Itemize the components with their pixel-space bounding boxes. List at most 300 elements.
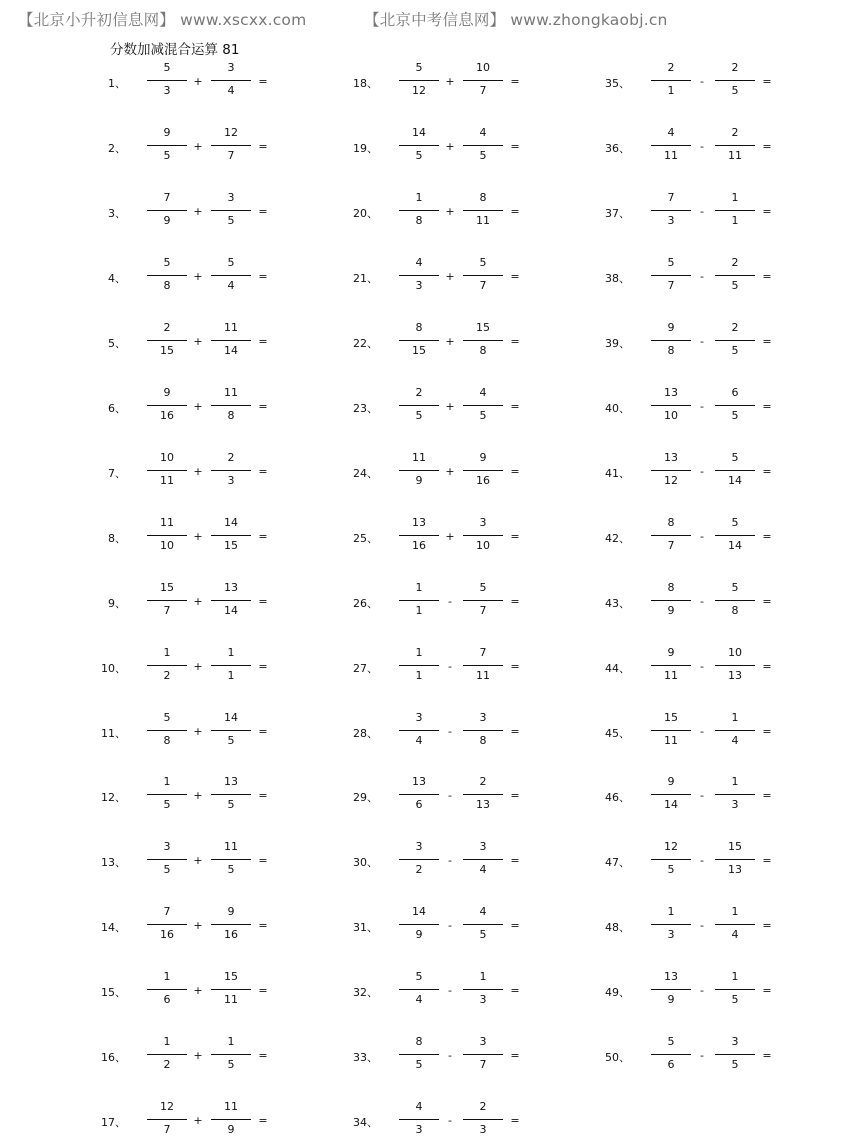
fraction-first [147,1032,187,1080]
problem-number: 29、 [353,791,378,805]
fraction-first [399,318,439,366]
numerator: 10 [728,645,742,659]
fraction-bar [651,1054,691,1055]
numerator: 13 [224,580,238,594]
fraction-bar [211,924,251,925]
problem-item [348,123,548,173]
numerator: 13 [664,450,678,464]
denominator: 11 [224,993,238,1007]
numerator: 13 [664,385,678,399]
denominator: 3 [415,1123,423,1137]
numerator: 8 [667,515,675,529]
fraction-second [715,448,755,496]
equals-sign: = [510,204,520,218]
operator: + [445,529,455,543]
numerator: 15 [728,840,742,854]
operator: - [700,334,704,348]
problem-item [96,967,296,1017]
fraction-first [651,448,691,496]
equals-sign: = [258,919,268,933]
problem-item [600,578,800,628]
equals-sign: = [762,789,772,803]
problem-number: 42、 [605,531,630,545]
denominator: 10 [160,538,174,552]
problem-number: 21、 [353,271,378,285]
numerator: 5 [415,970,423,984]
fraction-bar [715,145,755,146]
denominator: 9 [667,993,675,1007]
denominator: 2 [163,668,171,682]
denominator: 5 [227,733,235,747]
operator: + [193,399,203,413]
numerator: 10 [160,450,174,464]
fraction-bar [211,859,251,860]
problem-item [600,708,800,758]
denominator: 4 [415,733,423,747]
equals-sign: = [510,139,520,153]
denominator: 7 [479,1058,487,1072]
problem-number: 15、 [101,986,126,1000]
denominator: 7 [163,1123,171,1137]
problem-number: 43、 [605,596,630,610]
fraction-bar [463,1119,503,1120]
denominator: 7 [667,538,675,552]
numerator: 9 [667,775,675,789]
denominator: 10 [664,408,678,422]
problem-number: 41、 [605,466,630,480]
fraction-second [463,123,503,171]
denominator: 1 [667,84,675,97]
operator: - [700,724,704,738]
problem-number: 44、 [605,661,630,675]
operator: - [700,464,704,478]
fraction-bar [211,275,251,276]
problem-item [600,318,800,368]
equals-sign: = [762,139,772,153]
fraction-bar [147,470,187,471]
operator: + [445,464,455,478]
numerator: 12 [160,1100,174,1114]
denominator: 1 [227,668,235,682]
numerator: 8 [667,580,675,594]
equals-sign: = [510,919,520,933]
operator: + [445,399,455,413]
problem-item [96,123,296,173]
fraction-second [715,837,755,885]
equals-sign: = [258,399,268,413]
denominator: 15 [224,538,238,552]
denominator: 9 [667,603,675,617]
fraction-second [211,58,251,106]
fraction-second [715,188,755,236]
operator: - [448,854,452,868]
fraction-bar [463,470,503,471]
denominator: 3 [479,1123,487,1137]
numerator: 3 [415,840,423,854]
fraction-bar [715,794,755,795]
denominator: 5 [227,863,235,877]
problem-number: 8、 [108,531,126,545]
fraction-bar [211,145,251,146]
problem-item [96,383,296,433]
numerator: 5 [667,255,675,269]
equals-sign: = [762,594,772,608]
equals-sign: = [510,334,520,348]
equals-sign: = [510,1114,520,1128]
numerator: 1 [163,645,171,659]
operator: - [700,594,704,608]
problem-number: 32、 [353,986,378,1000]
operator: - [448,1049,452,1063]
equals-sign: = [762,1049,772,1063]
fraction-first [651,837,691,885]
fraction-first [147,513,187,561]
fraction-bar [399,924,439,925]
fraction-second [463,1097,503,1145]
fraction-first [147,188,187,236]
problem-item [348,188,548,238]
equals-sign: = [510,659,520,673]
operator: + [193,659,203,673]
operator: + [193,269,203,283]
header-site-left: 【北京小升初信息网】 www.xscxx.com [18,11,307,29]
problem-item [348,902,548,952]
fraction-first [147,1097,187,1145]
numerator: 15 [664,710,678,724]
fraction-bar [715,665,755,666]
problem-number: 17、 [101,1116,126,1130]
fraction-bar [147,665,187,666]
numerator: 2 [479,775,487,789]
denominator: 11 [160,473,174,487]
fraction-first [147,123,187,171]
denominator: 11 [664,668,678,682]
fraction-bar [147,275,187,276]
fraction-bar [147,145,187,146]
fraction-bar [147,535,187,536]
equals-sign: = [510,789,520,803]
fraction-second [211,643,251,691]
fraction-first [651,318,691,366]
problem-item [600,383,800,433]
problem-number: 5、 [108,336,126,350]
fraction-bar [147,1119,187,1120]
operator: + [445,334,455,348]
denominator: 3 [667,928,675,942]
fraction-bar [399,859,439,860]
fraction-bar [211,794,251,795]
problem-item [600,123,800,173]
fraction-bar [715,275,755,276]
equals-sign: = [510,854,520,868]
denominator: 1 [415,603,423,617]
equals-sign: = [762,854,772,868]
denominator: 13 [728,863,742,877]
problem-number: 19、 [353,141,378,155]
problem-number: 16、 [101,1051,126,1065]
denominator: 9 [415,473,423,487]
numerator: 1 [415,645,423,659]
numerator: 9 [163,385,171,399]
denominator: 5 [227,1058,235,1072]
equals-sign: = [762,75,772,88]
denominator: 14 [224,603,238,617]
problem-item [348,837,548,887]
numerator: 15 [476,320,490,334]
fraction-second [715,643,755,691]
fraction-bar [651,210,691,211]
numerator: 9 [227,905,235,919]
operator: - [448,984,452,998]
fraction-bar [651,145,691,146]
numerator: 4 [479,385,487,399]
problem-item [348,58,548,108]
denominator: 4 [731,733,739,747]
equals-sign: = [762,464,772,478]
numerator: 1 [163,970,171,984]
denominator: 5 [415,148,423,162]
problem-number: 13、 [101,856,126,870]
equals-sign: = [510,75,520,88]
worksheet-title: 分数加减混合运算 81 [110,42,240,58]
denominator: 9 [227,1123,235,1137]
numerator: 15 [160,580,174,594]
denominator: 16 [412,538,426,552]
fraction-bar [399,600,439,601]
numerator: 9 [163,125,171,139]
fraction-bar [651,405,691,406]
fraction-bar [715,80,755,81]
fraction-second [211,772,251,820]
fraction-bar [211,80,251,81]
numerator: 5 [731,515,739,529]
fraction-second [211,318,251,366]
fraction-bar [399,989,439,990]
fraction-second [211,123,251,171]
denominator: 9 [163,213,171,227]
numerator: 11 [224,385,238,399]
problem-number: 50、 [605,1051,630,1065]
problem-item [600,643,800,693]
page-header [18,6,828,30]
fraction-first [399,967,439,1015]
fraction-first [651,902,691,950]
denominator: 5 [731,408,739,422]
fraction-bar [147,340,187,341]
fraction-first [399,837,439,885]
equals-sign: = [258,529,268,543]
fraction-bar [399,794,439,795]
numerator: 3 [163,840,171,854]
fraction-first [399,1097,439,1145]
operator: + [193,75,203,88]
equals-sign: = [258,204,268,218]
fraction-second [463,253,503,301]
numerator: 5 [163,255,171,269]
fraction-bar [715,470,755,471]
numerator: 6 [731,385,739,399]
problem-number: 30、 [353,856,378,870]
fraction-bar [463,924,503,925]
problem-item [96,708,296,758]
numerator: 11 [224,1100,238,1114]
operator: - [700,75,704,88]
fraction-bar [399,535,439,536]
numerator: 8 [479,190,487,204]
fraction-bar [463,80,503,81]
numerator: 5 [479,580,487,594]
problem-number: 6、 [108,401,126,415]
problem-item [348,578,548,628]
numerator: 5 [731,580,739,594]
problem-number: 26、 [353,596,378,610]
problem-number: 22、 [353,336,378,350]
operator: - [700,659,704,673]
operator: + [193,334,203,348]
numerator: 2 [227,450,235,464]
problem-item [348,967,548,1017]
fraction-bar [147,989,187,990]
fraction-second [715,902,755,950]
fraction-first [399,643,439,691]
denominator: 8 [479,343,487,357]
equals-sign: = [510,724,520,738]
fraction-bar [147,80,187,81]
equals-sign: = [258,75,268,88]
fraction-first [147,772,187,820]
numerator: 5 [163,710,171,724]
fraction-bar [651,600,691,601]
numerator: 1 [667,905,675,919]
numerator: 13 [664,970,678,984]
numerator: 8 [415,320,423,334]
denominator: 8 [731,603,739,617]
denominator: 5 [163,863,171,877]
operator: + [445,75,455,88]
fraction-bar [399,470,439,471]
fraction-bar [715,989,755,990]
numerator: 3 [479,710,487,724]
problem-number: 11、 [101,726,126,740]
problem-number: 48、 [605,921,630,935]
operator: + [193,204,203,218]
fraction-bar [399,1119,439,1120]
numerator: 3 [227,61,235,74]
fraction-first [147,708,187,756]
fraction-bar [147,859,187,860]
problem-number: 20、 [353,206,378,220]
fraction-first [651,708,691,756]
equals-sign: = [762,529,772,543]
problem-item [348,513,548,563]
denominator: 11 [664,733,678,747]
fraction-second [211,448,251,496]
fraction-first [399,578,439,626]
fraction-bar [399,80,439,81]
fraction-bar [715,1054,755,1055]
problem-number: 18、 [353,77,378,90]
problem-item [96,1032,296,1082]
fraction-bar [147,794,187,795]
fraction-second [211,253,251,301]
fraction-second [463,383,503,431]
equals-sign: = [510,594,520,608]
numerator: 8 [415,1035,423,1049]
denominator: 15 [160,343,174,357]
denominator: 3 [731,798,739,812]
fraction-bar [399,145,439,146]
fraction-second [211,837,251,885]
operator: - [448,919,452,933]
equals-sign: = [258,334,268,348]
fraction-first [651,1032,691,1080]
numerator: 3 [415,710,423,724]
fraction-bar [715,924,755,925]
denominator: 2 [163,1058,171,1072]
problem-number: 46、 [605,791,630,805]
problem-number: 36、 [605,141,630,155]
fraction-first [651,58,691,106]
numerator: 11 [224,840,238,854]
operator: + [193,529,203,543]
numerator: 2 [731,61,739,74]
numerator: 1 [479,970,487,984]
numerator: 9 [479,450,487,464]
denominator: 3 [415,278,423,292]
fraction-second [715,383,755,431]
numerator: 4 [479,905,487,919]
numerator: 10 [476,61,490,74]
fraction-bar [463,794,503,795]
fraction-bar [651,924,691,925]
problem-number: 2、 [108,141,126,155]
denominator: 13 [476,798,490,812]
fraction-first [147,967,187,1015]
fraction-bar [463,405,503,406]
numerator: 1 [731,970,739,984]
denominator: 5 [163,798,171,812]
fraction-second [211,1032,251,1080]
problem-item [96,902,296,952]
problem-number: 39、 [605,336,630,350]
operator: - [700,789,704,803]
problem-number: 14、 [101,921,126,935]
fraction-bar [715,405,755,406]
fraction-first [147,383,187,431]
problem-item [600,772,800,822]
fraction-second [463,1032,503,1080]
denominator: 5 [731,84,739,97]
numerator: 5 [479,255,487,269]
fraction-bar [651,535,691,536]
equals-sign: = [762,204,772,218]
problem-number: 35、 [605,77,630,90]
denominator: 1 [415,668,423,682]
problem-number: 3、 [108,206,126,220]
fraction-second [211,188,251,236]
numerator: 2 [415,385,423,399]
fraction-bar [211,470,251,471]
operator: - [448,659,452,673]
denominator: 8 [163,733,171,747]
operator: + [445,139,455,153]
fraction-bar [147,210,187,211]
problem-item [96,253,296,303]
fraction-bar [463,859,503,860]
fraction-first [651,772,691,820]
equals-sign: = [258,984,268,998]
equals-sign: = [762,984,772,998]
